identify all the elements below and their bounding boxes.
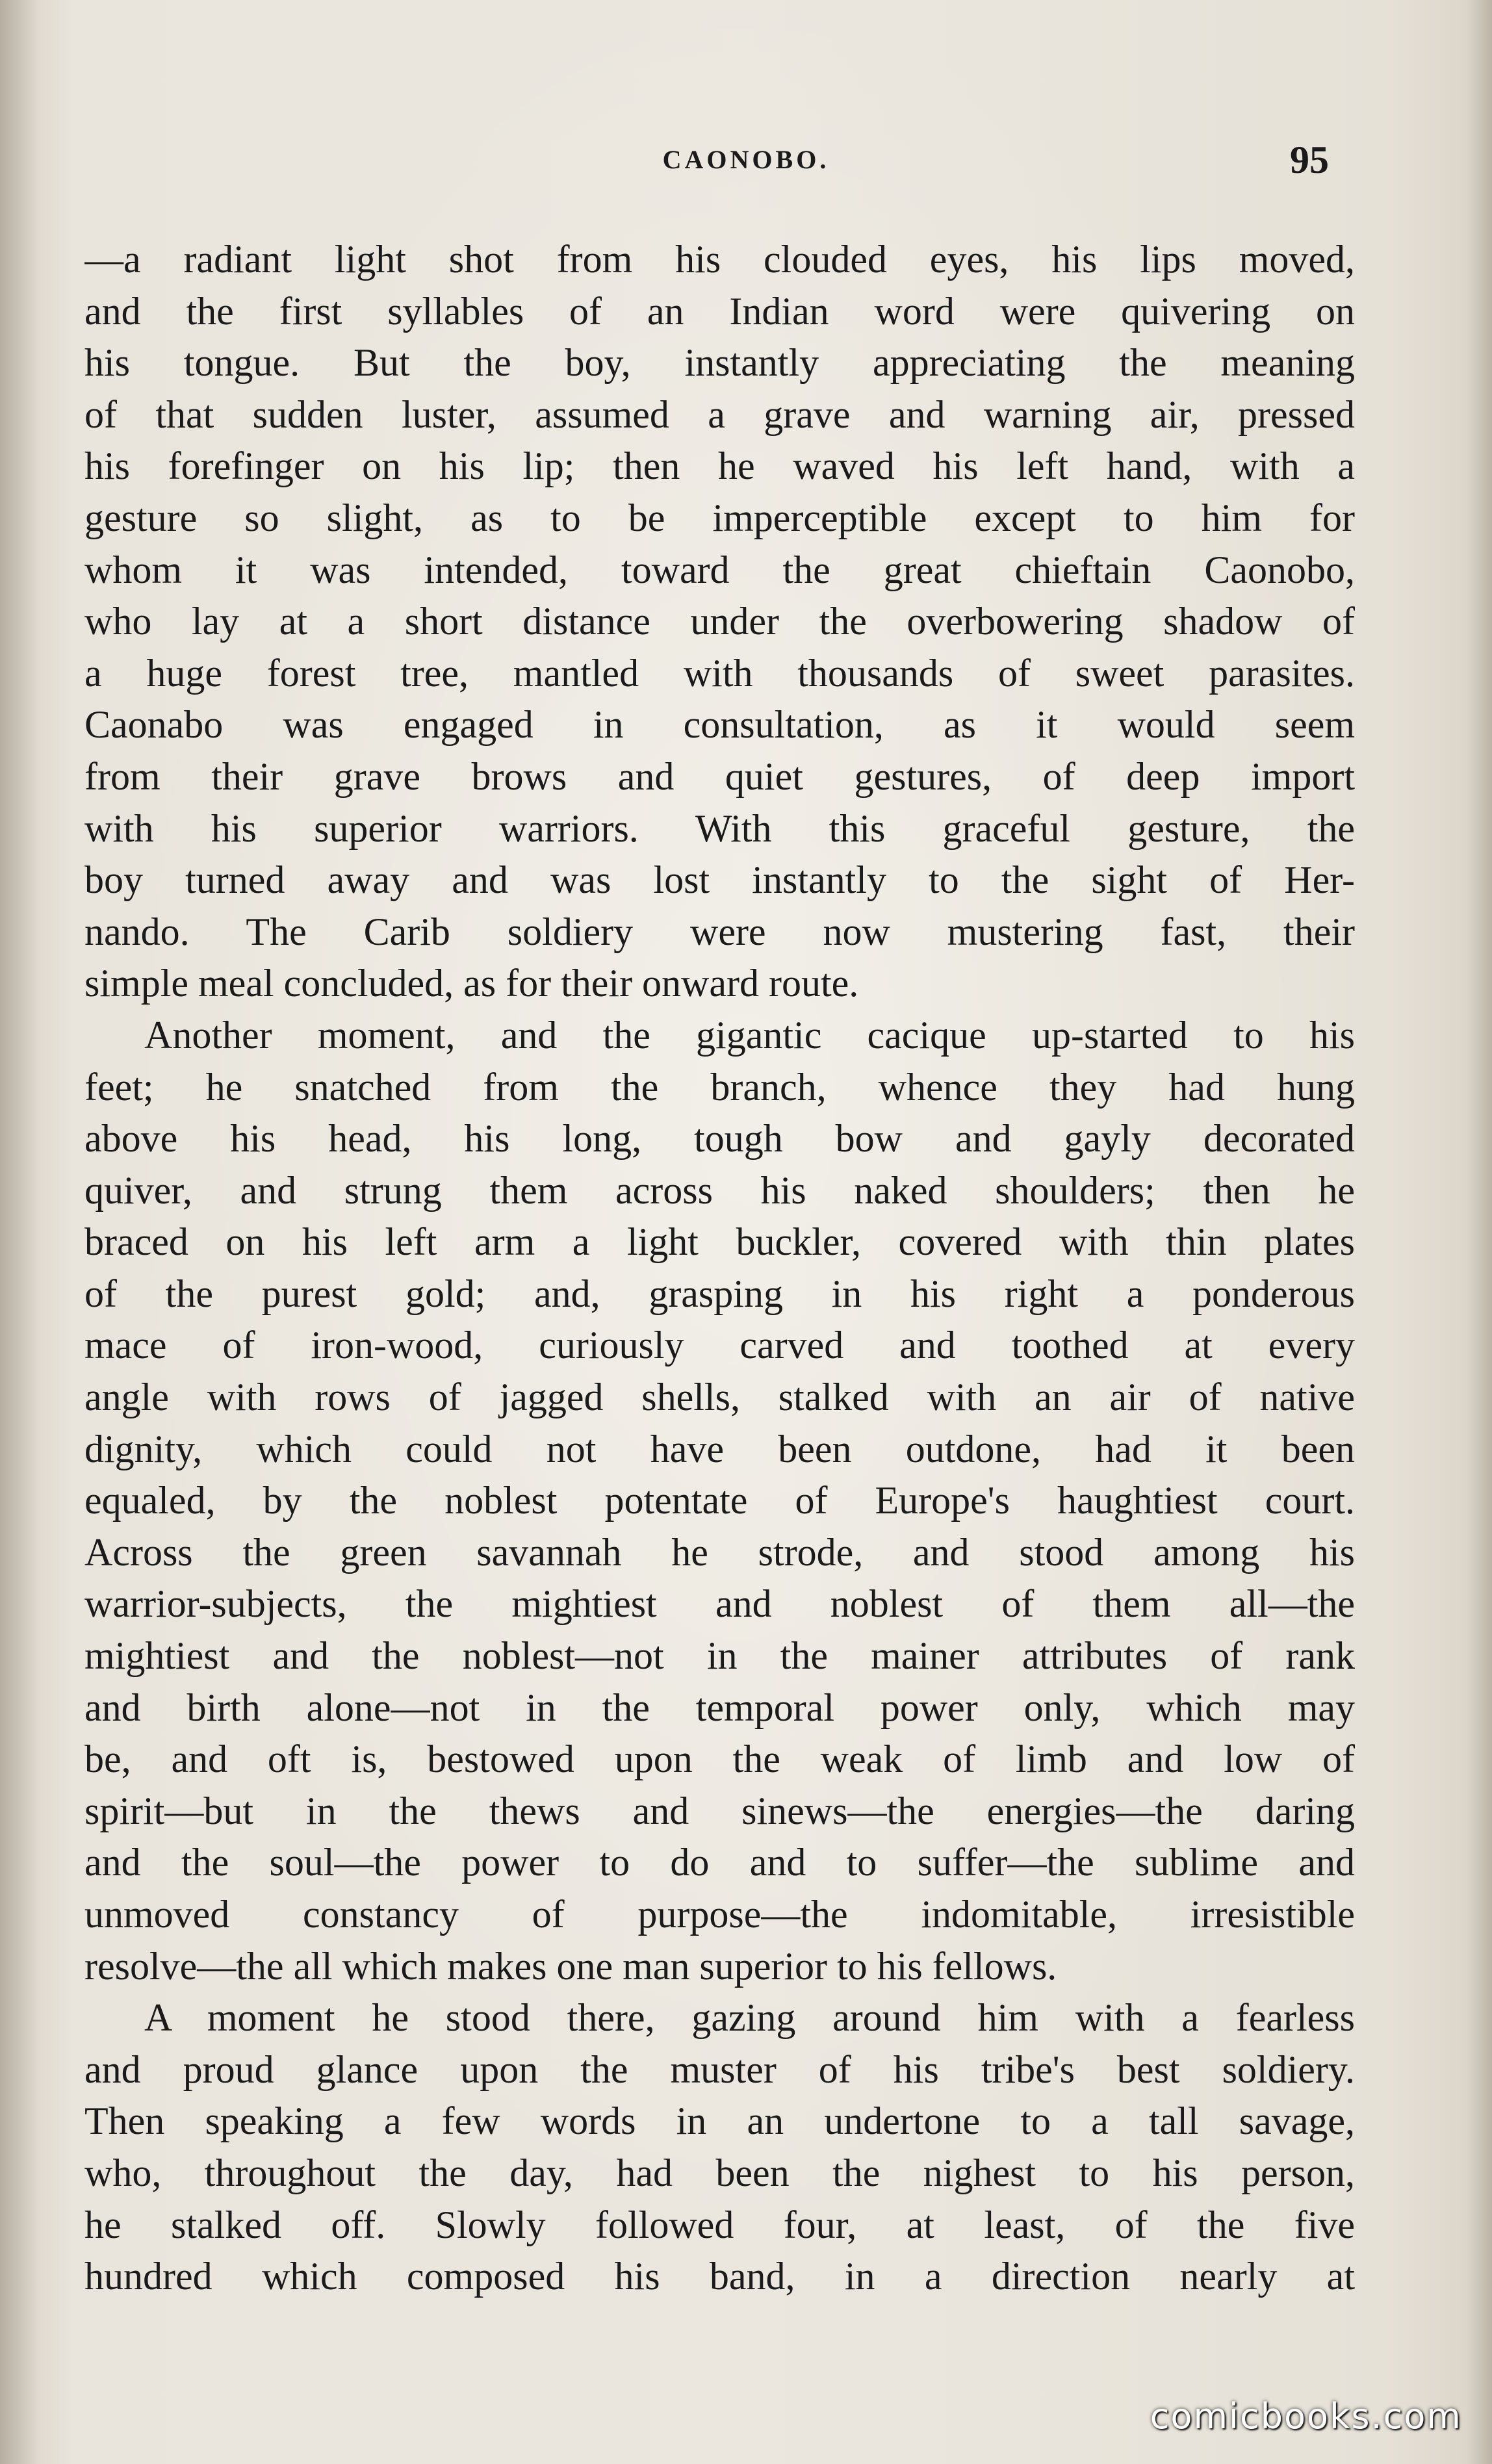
text-line: hundred which composed his band, in a direction nearly at [84,2255,1355,2298]
text-line: spirit—but in the thews and sinews—the energies—the daring [84,1789,1355,1832]
text-line: his forefinger on his lip; then he waved his left hand, with a [84,444,1355,488]
text-line: Across the green savannah he strode, and stood among his [84,1530,1355,1574]
text-line: Caonabo was engaged in consultation, as it would seem [84,703,1355,747]
text-line: boy turned away and was lost instantly to the sight of Her- [84,858,1355,902]
page-edge-shadow-right [1466,0,1492,2464]
text-line: he stalked off. Slowly followed four, at least, of the five [84,2203,1355,2246]
text-line: be, and oft is, bestowed upon the weak of limb and low of [84,1738,1355,1781]
text-line: Another moment, and the gigantic cacique up-started to his [144,1013,1355,1057]
body-text [84,234,1355,2303]
text-line: quiver, and strung them across his naked shoulders; then he [84,1168,1355,1212]
text-line: whom it was intended, toward the great chieftain Caonobo, [84,548,1355,591]
text-line: a huge forest tree, mantled with thousands of sweet parasites. [84,651,1355,695]
text-line: from their grave brows and quiet gestures, of deep import [84,754,1355,798]
text-line: and the soul—the power to do and to suffer—the sublime and [84,1841,1355,1884]
text-line: who, throughout the day, had been the nighest to his person, [84,2151,1355,2194]
watermark: comicbooks.com [1150,2396,1462,2437]
page-number: 95 [1290,138,1329,181]
text-line: gesture so slight, as to be imperceptible except to him for [84,496,1355,539]
text-line: equaled, by the noblest potentate of Europe's haughtiest court. [84,1479,1355,1522]
text-line: mightiest and the noblest—not in the mainer attributes of rank [84,1634,1355,1678]
text-line: and proud glance upon the muster of his tribe's best soldiery. [84,2047,1355,2091]
text-line: Then speaking a few words in an undertone to a tall savage, [84,2099,1355,2143]
text-line: warrior-subjects, the mightiest and noblest of them all—the [84,1582,1355,1626]
text-line: unmoved constancy of purpose—the indomitable, irresistible [84,1893,1355,1936]
text-line: and the first syllables of an Indian word were quivering on [84,289,1355,333]
text-line: his tongue. But the boy, instantly appreciating the meaning [84,341,1355,385]
text-line: nando. The Carib soldiery were now mustering fast, their [84,910,1355,953]
text-line: —a radiant light shot from his clouded eyes, his lips moved, [84,238,1355,281]
text-line: braced on his left arm a light buckler, covered with thin plates [84,1220,1355,1264]
text-line: A moment he stood there, gazing around him with a fearless [144,1996,1355,2040]
text-line: feet; he snatched from the branch, whence they had hung [84,1065,1355,1109]
text-line: with his superior warriors. With this graceful gesture, the [84,806,1355,850]
running-head: CAONOBO. [662,145,830,174]
text-line: who lay at a short distance under the overbowering shadow of [84,600,1355,643]
page-edge-shadow-left [0,0,39,2464]
text-line: of the purest gold; and, grasping in his right a ponderous [84,1272,1355,1315]
text-line: of that sudden luster, assumed a grave and warning air, pressed [84,392,1355,436]
text-line: above his head, his long, tough bow and gayly decorated [84,1117,1355,1161]
text-line: and birth alone—not in the temporal power only, which may [84,1686,1355,1729]
text-line: dignity, which could not have been outdone, had it been [84,1427,1355,1470]
text-line: resolve—the all which makes one man superior to his fellows. [84,1944,1057,1988]
text-line: simple meal concluded, as for their onward route. [84,962,859,1005]
text-line: angle with rows of jagged shells, stalked with an air of native [84,1376,1355,1419]
text-line: mace of iron-wood, curiously carved and toothed at every [84,1324,1355,1367]
